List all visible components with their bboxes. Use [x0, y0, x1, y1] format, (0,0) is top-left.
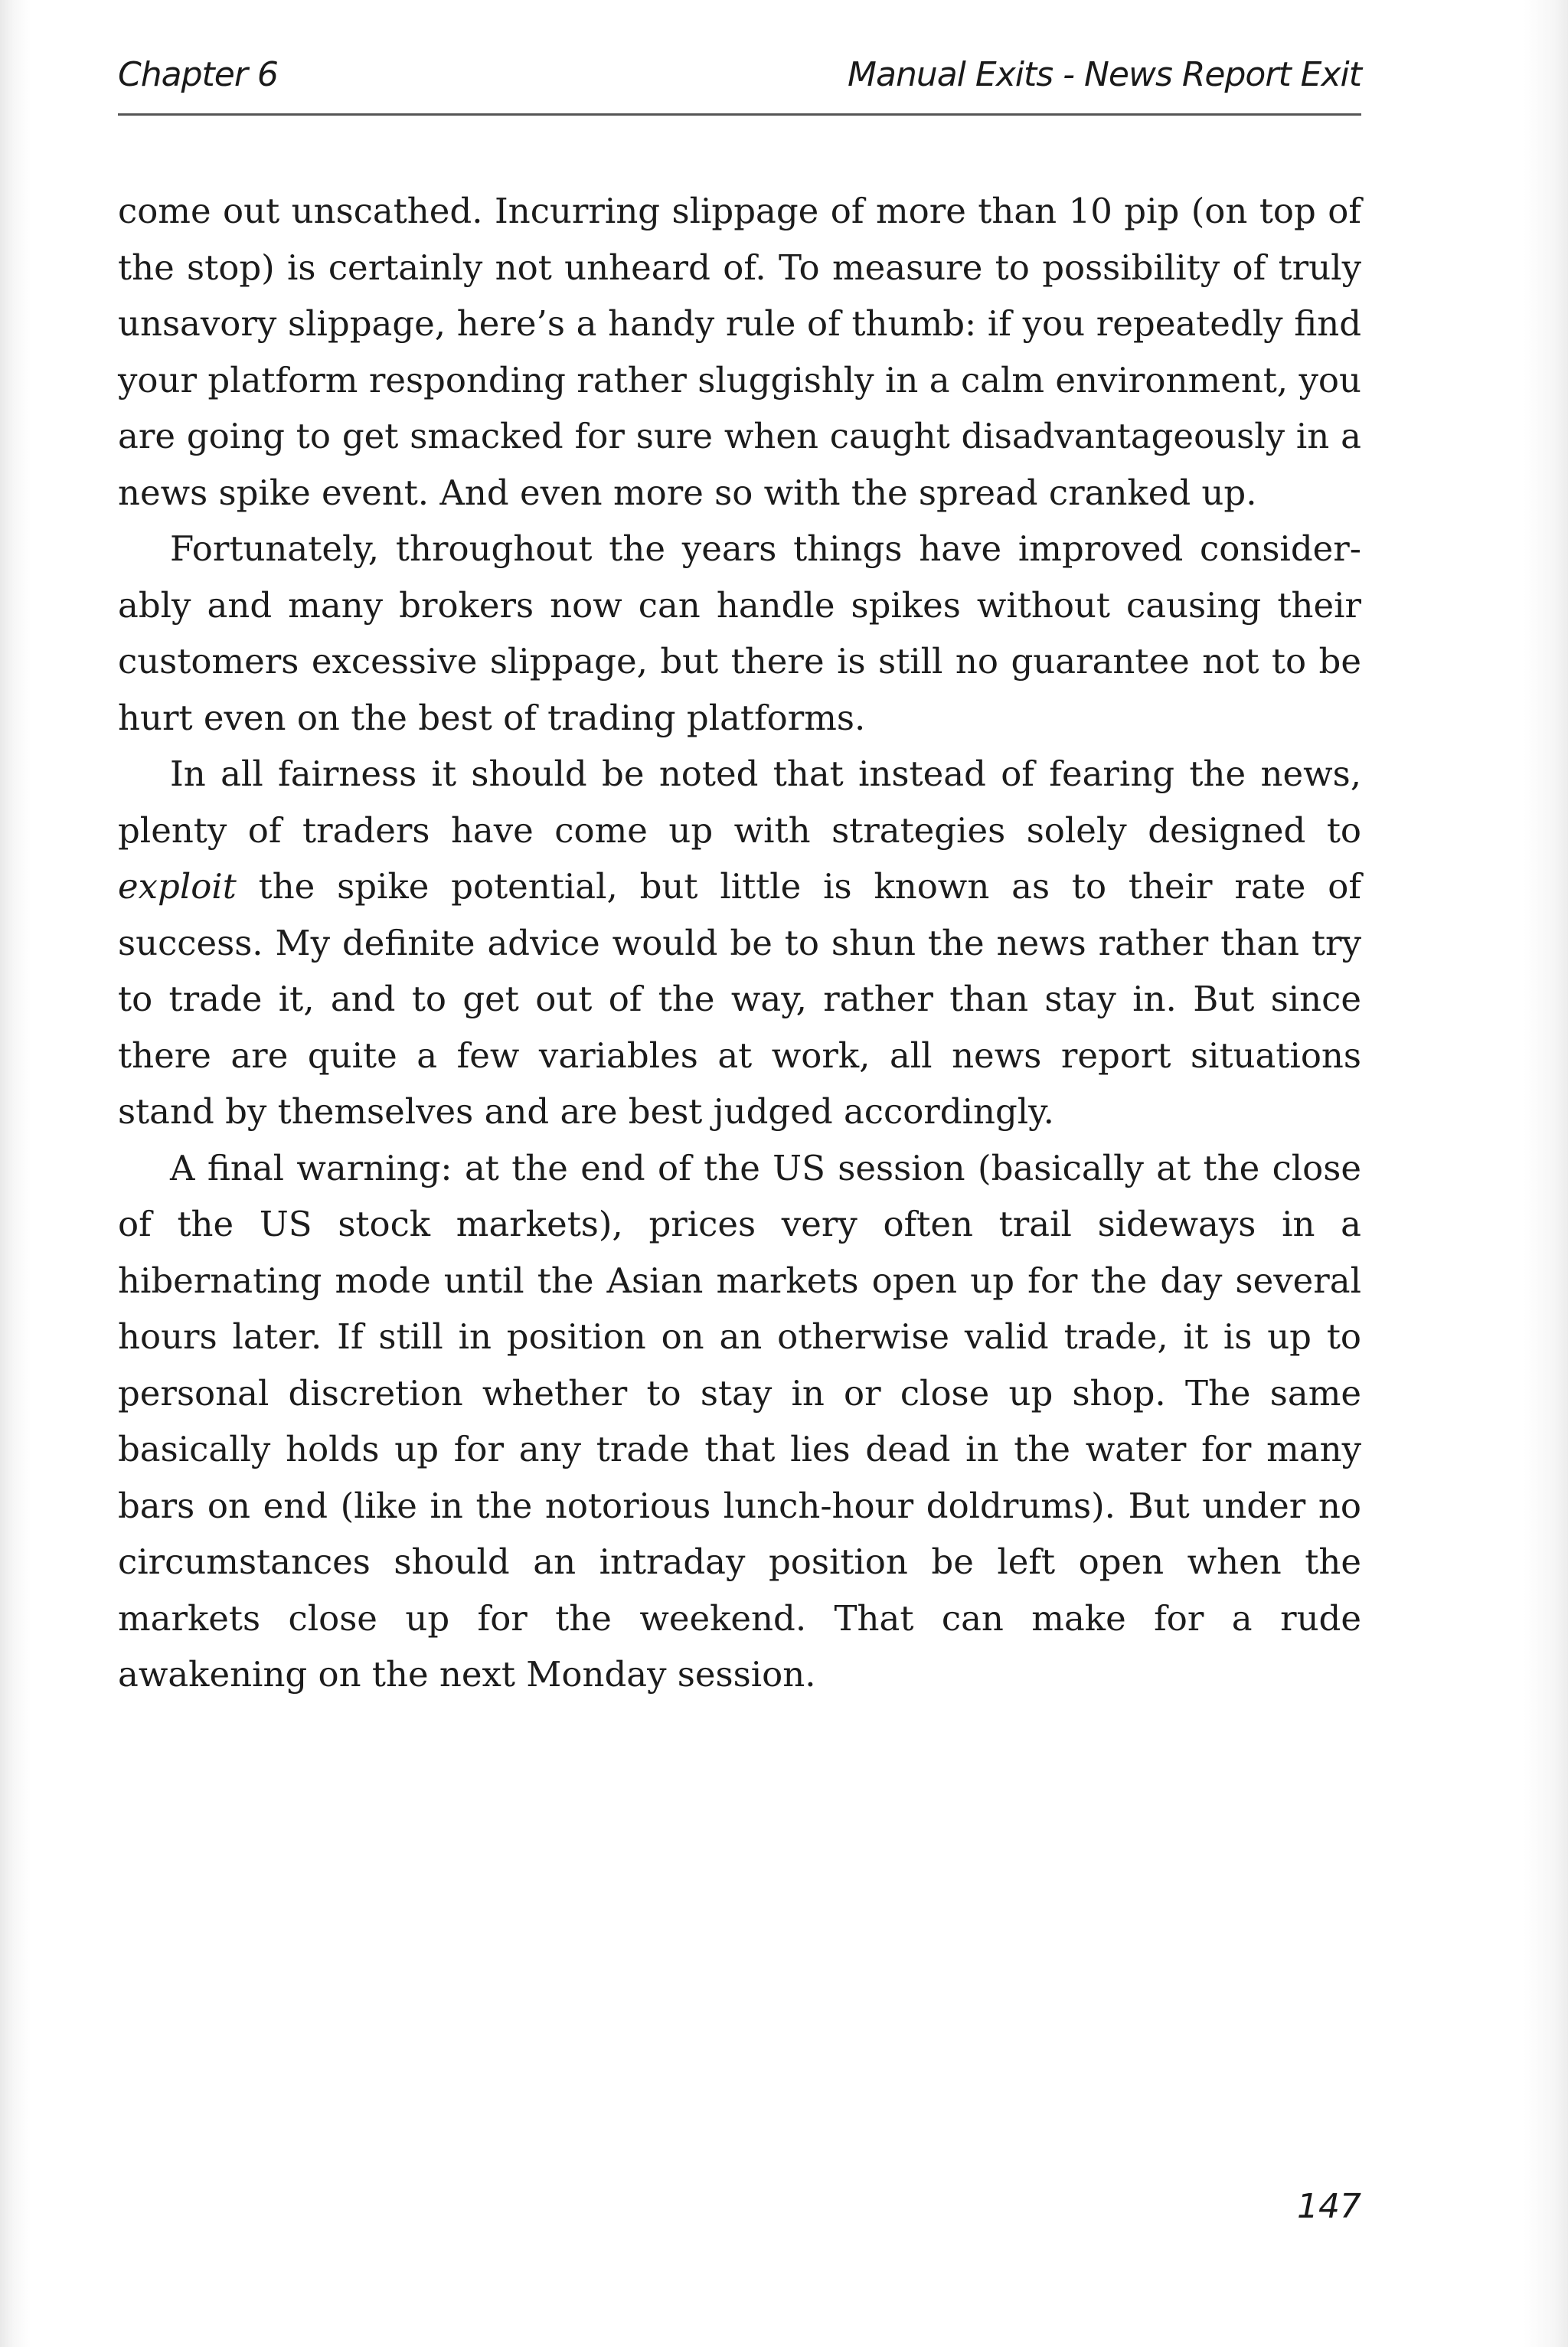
- running-header: [118, 44, 1361, 116]
- body-text: [118, 183, 1361, 1703]
- paragraph-3: [118, 746, 1361, 1140]
- paragraph-2: Fortunately, throughout the years things have improved considerably and many brokers now can handle spikes without causing their customers excessive slippage, but there is still no guarantee not to be hurt even on the best of trading platforms.: [118, 528, 1361, 738]
- page-number: 147: [1297, 2187, 1361, 2226]
- chapter-label: Chapter 6: [118, 55, 278, 94]
- paragraph-1: come out unscathed. Incurring slippage of more than 10 pip (on top of the stop) is certainly not unheard of. To measure to possibility of truly unsavory slippage, here’s a handy rule of thumb: if you repeatedly find your platform responding rather sluggishly in a calm environment, you are going to get smacked for sure when caught disadvantageously in a news spike event. And even more so with the spread cranked up.: [118, 191, 1361, 513]
- emphasis-exploit: exploit: [118, 866, 237, 907]
- paragraph-3-text-after: the spike potential, but little is known as to their rate of success. My definite advice would be to shun the news rather than try to trade it, and to get out of the way, rather than stay in. But since there are quite a few variables at work, all news report situations stand by themselves and are best judged accordingly.: [118, 866, 1361, 1132]
- paragraph-3-text-before: In all fairness it should be noted that instead of fearing the news, plenty of traders have come up with strategies solely designed to: [118, 753, 1361, 851]
- paragraph-4: A final warning: at the end of the US session (basically at the close of the US stock markets), prices very often trail sideways in a hibernating mode until the Asian markets open up for the day several hours later. If still in position on an otherwise valid trade, it is up to personal discretion whether to stay in or close up shop. The same basically holds up for any trade that lies dead in the water for many bars on end (like in the notorious lunch-hour doldrums). But under no circumstances should an intraday position be left open when the markets close up for the weekend. That can make for a rude awakening on the next Monday session.: [118, 1147, 1361, 1695]
- section-title: Manual Exits - News Report Exit: [848, 55, 1361, 94]
